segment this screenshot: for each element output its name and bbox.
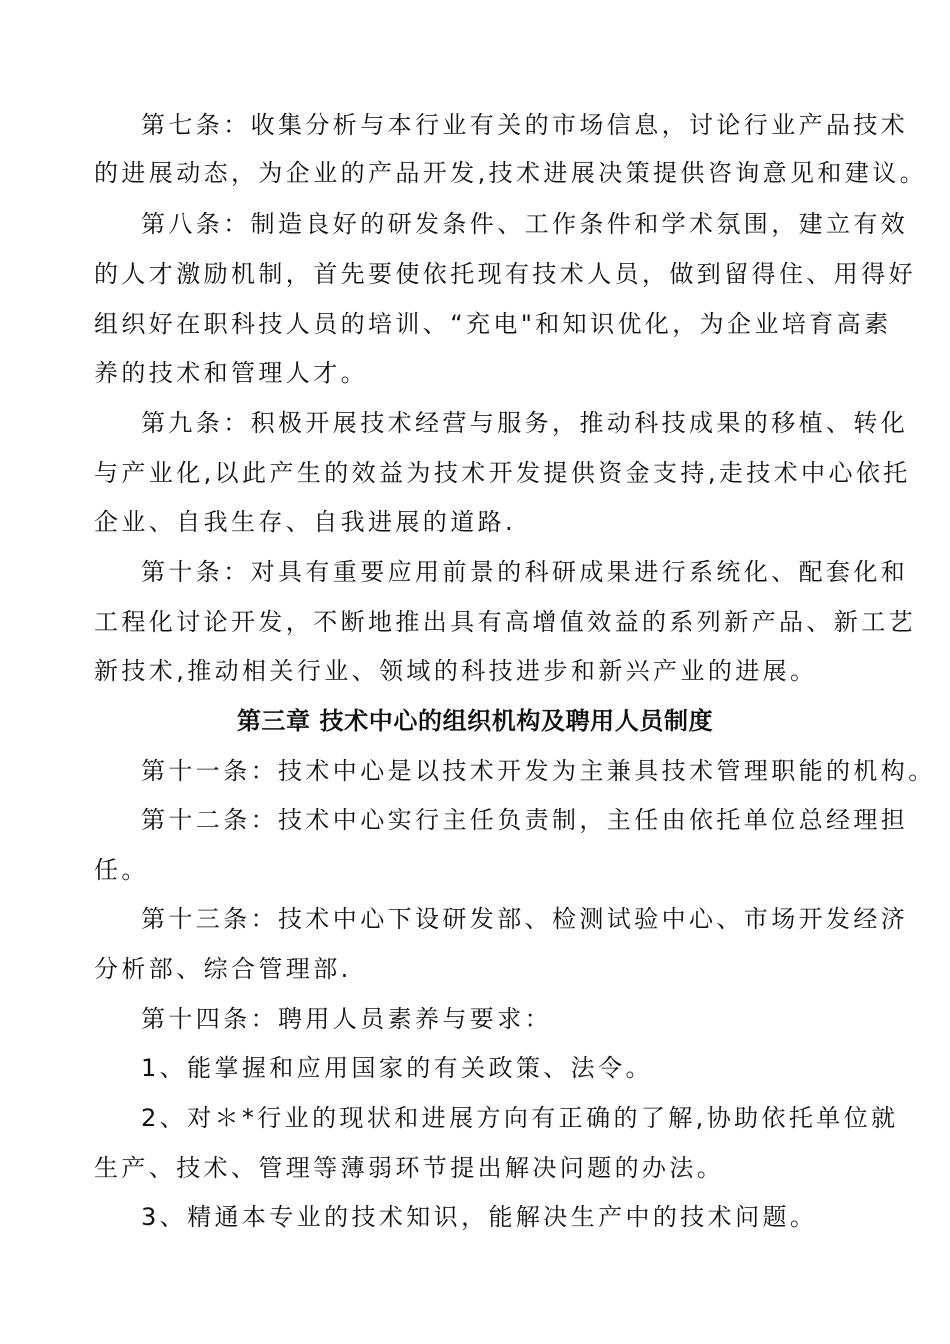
article-7-line-2: 的进展动态，为企业的产品开发,技术进展决策提供咨询意见和建议。	[94, 159, 928, 187]
article-12-line-2: 任。	[94, 856, 149, 884]
article-12-line-1: 第十二条：技术中心实行主任负责制，主任由依托单位总经理担	[141, 806, 909, 834]
article-13-line-2: 分析部、综合管理部.	[94, 955, 352, 983]
requirement-2-line-1: 2、对＊*行业的现状和进展方向有正确的了解,协助依托单位就	[141, 1104, 899, 1132]
article-10-line-1: 第十条：对具有重要应用前景的科研成果进行系统化、配套化和	[141, 558, 909, 586]
article-8-line-2: 的人才激励机制，首先要使依托现有技术人员，做到留得住、用得好	[94, 260, 916, 288]
article-7-line-1: 第七条：收集分析与本行业有关的市场信息，讨论行业产品技术	[141, 111, 909, 139]
article-13-line-1: 第十三条：技术中心下设研发部、检测试验中心、市场开发经济	[141, 905, 909, 933]
chapter-3-title: 第三章 技术中心的组织机构及聘用人员制度	[236, 707, 714, 735]
article-8-line-4: 养的技术和管理人才。	[94, 359, 368, 387]
article-10-line-2: 工程化讨论开发，不断地推出具有高增值效益的系列新产品、新工艺	[94, 608, 916, 636]
article-10-line-3: 新技术,推动相关行业、领域的科技进步和新兴产业的进展。	[94, 657, 818, 685]
article-8-line-1: 第八条：制造良好的研发条件、工作条件和学术氛围，建立有效	[141, 210, 909, 238]
requirement-3-line-1: 3、精通本专业的技术知识，能解决生产中的技术问题。	[141, 1203, 818, 1231]
article-14-line-1: 第十四条：聘用人员素养与要求：	[141, 1005, 552, 1033]
article-8-line-3: 组织好在职科技人员的培训、“充电"和知识优化，为企业培育高素	[94, 310, 892, 338]
requirement-1-line-1: 1、能掌握和应用国家的有关政策、法令。	[141, 1054, 653, 1082]
requirement-2-line-2: 生产、技术、管理等薄弱环节提出解决问题的办法。	[94, 1154, 725, 1182]
article-9-line-2: 与产业化,以此产生的效益为技术开发提供资金支持,走技术中心依托	[94, 459, 911, 487]
article-9-line-3: 企业、自我生存、自我进展的道路.	[94, 508, 517, 536]
article-11-line-1: 第十一条：技术中心是以技术开发为主兼具技术管理职能的机构。	[141, 757, 936, 785]
article-9-line-1: 第九条：积极开展技术经营与服务，推动科技成果的移植、转化	[141, 409, 909, 437]
